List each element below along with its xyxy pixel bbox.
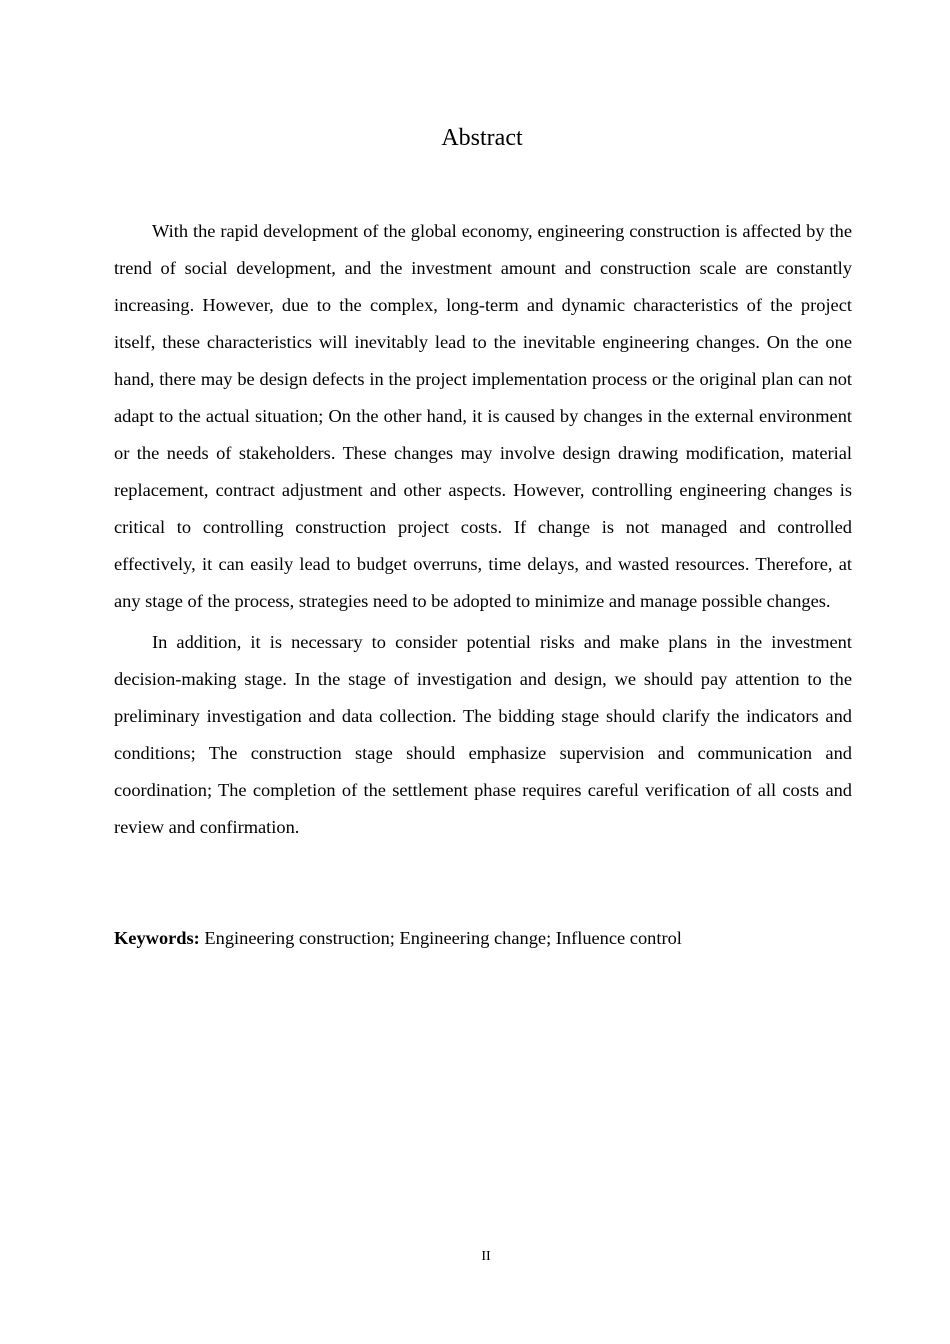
keywords-text: Engineering construction; Engineering change; Influence control	[204, 928, 682, 948]
keywords-line	[114, 922, 852, 954]
keywords-label: Keywords:	[114, 928, 200, 948]
page-title: Abstract	[441, 125, 523, 151]
page-number: II	[481, 1249, 491, 1264]
abstract-paragraph-1: With the rapid development of the global economy, engineering construction is affected by the trend of social development, and the investment amount and construction scale are constantly increasing. However, due to the complex, long-term and dynamic characteristics of the project itself, these characteristics will inevitably lead to the inevitable engineering changes. On the one hand, there may be design defects in the project implementation process or the original plan can not adapt to the actual situation; On the other hand, it is caused by changes in the external environment or the needs of stakeholders. These changes may involve design drawing modification, material replacement, contract adjustment and other aspects. However, controlling engineering changes is critical to controlling construction project costs. If change is not managed and controlled effectively, it can easily lead to budget overruns, time delays, and wasted resources. Therefore, at any stage of the process, strategies need to be adopted to minimize and manage possible changes.	[114, 221, 852, 611]
abstract-paragraph-2: In addition, it is necessary to consider potential risks and make plans in the investment decision-making stage. In the stage of investigation and design, we should pay attention to the preliminary investigation and data collection. The bidding stage should clarify the indicators and conditions; The construction stage should emphasize supervision and communication and coordination; The completion of the settlement phase requires careful verification of all costs and review and confirmation.	[114, 632, 852, 837]
abstract-body	[114, 213, 852, 850]
